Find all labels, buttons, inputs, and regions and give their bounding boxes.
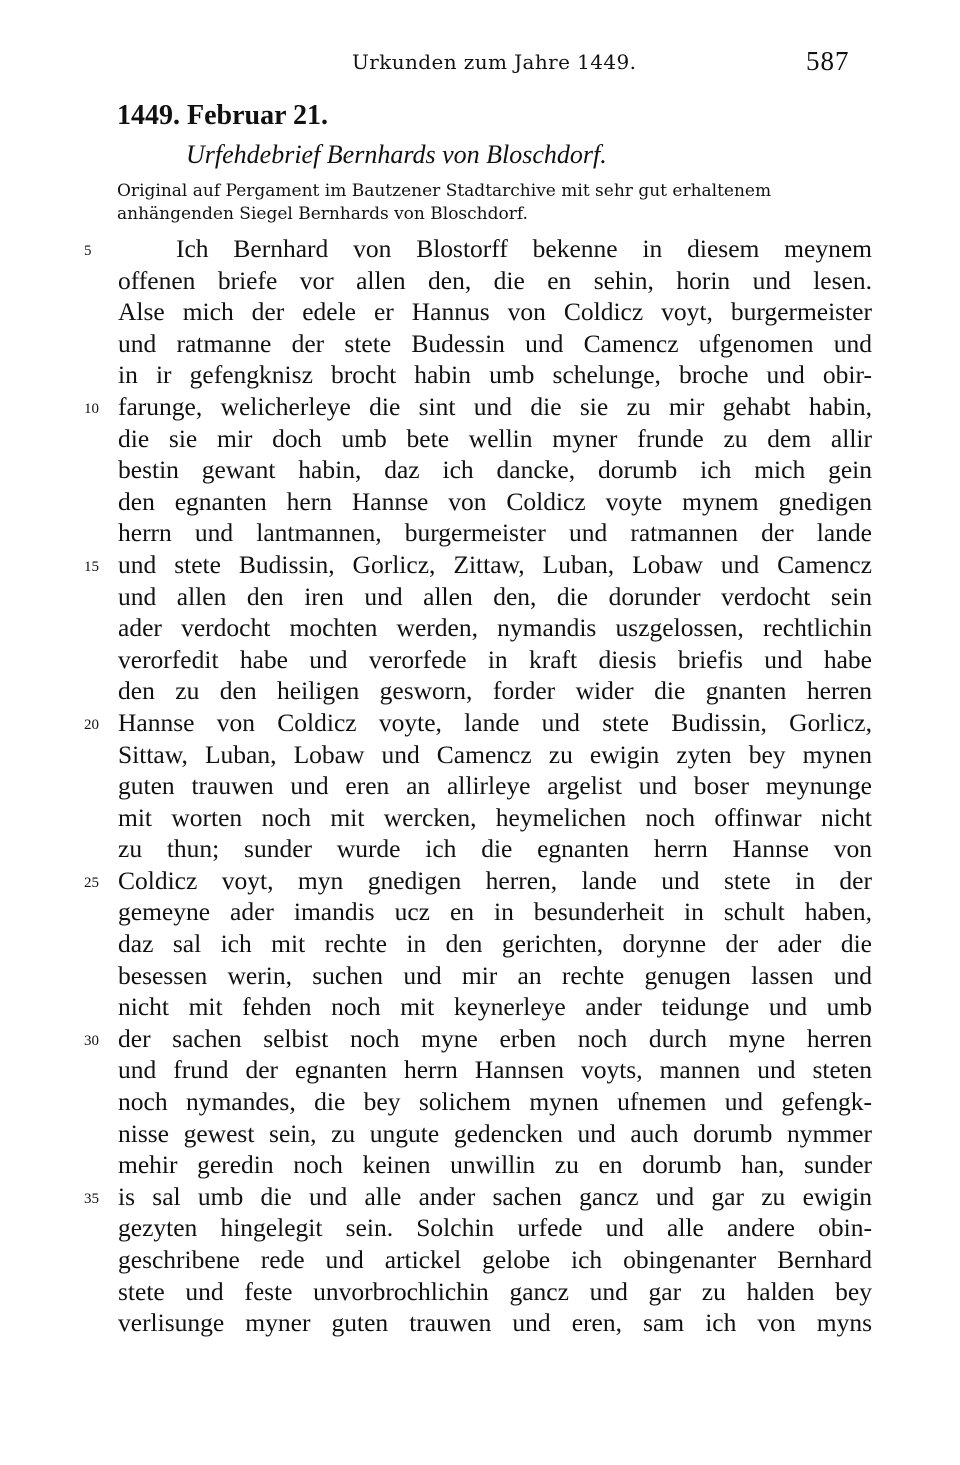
line-text: guten trauwen und eren an allirleye argelist und boser meynunge xyxy=(118,771,872,801)
line-text: geschribene rede und artickel gelobe ich obingenanter Bernhard xyxy=(118,1245,872,1274)
text-line xyxy=(0,328,960,360)
line-number: 5 xyxy=(84,243,92,259)
source-note-line: anhängenden Siegel Bernhards von Bloschdorf. xyxy=(117,204,528,224)
line-text: herrn und lantmannen, burgermeister und ratmannen der lande xyxy=(118,518,872,548)
line-text: den zu den heiligen gesworn, forder wider die gnanten herren xyxy=(118,676,872,706)
page-number: 587 xyxy=(806,46,850,76)
running-head xyxy=(0,44,960,80)
text-line xyxy=(0,1434,960,1465)
text-line xyxy=(0,1054,960,1086)
text-line xyxy=(0,296,960,328)
line-text: Coldicz voyt, myn gnedigen herren, lande und stete in der xyxy=(118,865,872,895)
line-text: verlisunge myner guten trauwen und eren, sam ich von myns xyxy=(118,1308,872,1338)
text-line xyxy=(0,802,960,834)
text-line xyxy=(0,739,960,771)
line-text: den egnanten hern Hannse von Coldicz voyte mynem gnedigen xyxy=(118,486,872,516)
text-line xyxy=(0,265,960,297)
text-line xyxy=(0,1307,960,1339)
text-line xyxy=(0,612,960,644)
text-line xyxy=(0,581,960,613)
line-text: bestin gewant habin, daz ich dancke, dorumb ich mich gein xyxy=(118,455,872,485)
line-text: und stete Budissin, Gorlicz, Zittaw, Luban, Lobaw und Camencz xyxy=(118,549,872,579)
line-text: mit worten noch mit wercken, heymelichen noch offinwar nicht xyxy=(118,802,872,832)
text-line xyxy=(0,1370,960,1402)
text-line xyxy=(0,707,960,739)
text-line xyxy=(0,486,960,518)
text-line xyxy=(0,1339,960,1371)
text-line xyxy=(0,549,960,581)
text-line xyxy=(0,770,960,802)
line-text: ader verdocht mochten werden, nymandis uszgelossen, rechtlichin xyxy=(118,613,872,643)
text-line xyxy=(0,991,960,1023)
line-text: noch nymandes, die bey solichem mynen ufnemen und gefengk- xyxy=(118,1087,872,1117)
line-text: Hannse von Coldicz voyte, lande und stete Budissin, Gorlicz, xyxy=(118,707,872,737)
text-line xyxy=(0,391,960,423)
line-text: Alse mich der edele er Hannus von Coldicz voyt, burgermeister xyxy=(118,297,872,327)
line-text: gezyten hingelegit sein. Solchin urfede und alle andere obin- xyxy=(118,1213,872,1243)
line-text: farunge, welicherleye die sint und die sie zu mir gehabt habin, xyxy=(118,391,872,421)
text-line xyxy=(0,896,960,928)
line-text: der sachen selbist noch myne erben noch durch myne herren xyxy=(118,1023,872,1053)
line-text: mehir geredin noch keinen unwillin zu en dorumb han, sunder xyxy=(118,1150,872,1180)
text-line xyxy=(0,833,960,865)
text-line xyxy=(0,1149,960,1181)
text-line xyxy=(0,865,960,897)
line-text: und ratmanne der stete Budessin und Camencz ufgenomen und xyxy=(118,328,872,358)
text-line xyxy=(0,960,960,992)
text-line xyxy=(0,928,960,960)
line-number: 10 xyxy=(84,400,99,417)
running-title: Urkunden zum Jahre 1449. xyxy=(352,50,637,74)
source-note xyxy=(117,180,877,226)
text-line xyxy=(0,1181,960,1213)
line-number: 20 xyxy=(84,716,99,733)
text-line xyxy=(0,423,960,455)
text-line xyxy=(0,644,960,676)
line-text: nicht mit fehden noch mit keynerleye ander teidunge und umb xyxy=(118,992,872,1022)
line-number: 15 xyxy=(84,558,99,575)
line-text: daz sal ich mit rechte in den gerichten, dorynne der ader die xyxy=(118,929,872,959)
line-text: is sal umb die und alle ander sachen gancz und gar zu ewigin xyxy=(118,1181,872,1211)
text-line xyxy=(0,233,960,265)
line-number: 30 xyxy=(84,1032,99,1049)
line-text: gemeyne ader imandis ucz en in besunderheit in schult haben, xyxy=(118,897,872,927)
line-text: besessen werin, suchen und mir an rechte genugen lassen und xyxy=(118,960,872,990)
line-text: stete und feste unvorbrochlichin gancz und gar zu halden bey xyxy=(118,1276,872,1306)
text-line xyxy=(0,454,960,486)
line-number: 35 xyxy=(84,1190,99,1207)
line-text: zu thun; sunder wurde ich die egnanten herrn Hannse von xyxy=(118,834,872,864)
text-line xyxy=(0,1244,960,1276)
line-text: Sittaw, Luban, Lobaw und Camencz zu ewigin zyten bey mynen xyxy=(118,739,872,769)
text-line xyxy=(0,675,960,707)
line-text: die sie mir doch umb bete wellin myner frunde zu dem allir xyxy=(118,423,872,453)
line-text: nisse gewest sein, zu ungute gedencken und auch dorumb nymmer xyxy=(118,1118,872,1148)
line-text: offenen briefe vor allen den, die en sehin, horin und lesen. xyxy=(118,265,872,295)
text-line xyxy=(0,1276,960,1308)
line-text: Ich Bernhard von Blostorff bekenne in diesem meynem xyxy=(176,234,872,263)
line-text: und allen den iren und allen den, die dorunder verdocht sein xyxy=(118,581,872,611)
line-number: 25 xyxy=(84,874,99,891)
text-line xyxy=(0,1023,960,1055)
text-line xyxy=(0,359,960,391)
text-line xyxy=(0,1212,960,1244)
line-text: verorfedit habe und verorfede in kraft diesis briefis und habe xyxy=(118,644,872,674)
line-text: in ir gefengknisz brocht habin umb schelunge, broche und obir- xyxy=(118,360,872,390)
line-text: und frund der egnanten herrn Hannsen voyts, mannen und steten xyxy=(118,1055,872,1085)
text-line xyxy=(0,1118,960,1150)
text-line xyxy=(0,1086,960,1118)
text-line xyxy=(0,1402,960,1434)
text-body xyxy=(0,233,960,1465)
document-date: 1449. Februar 21. xyxy=(117,100,329,131)
document-title: Urfehdebrief Bernhards von Bloschdorf. xyxy=(186,140,607,169)
source-note-line: Original auf Pergament im Bautzener Stadtarchive mit sehr gut erhaltenem xyxy=(117,181,772,201)
text-line xyxy=(0,517,960,549)
